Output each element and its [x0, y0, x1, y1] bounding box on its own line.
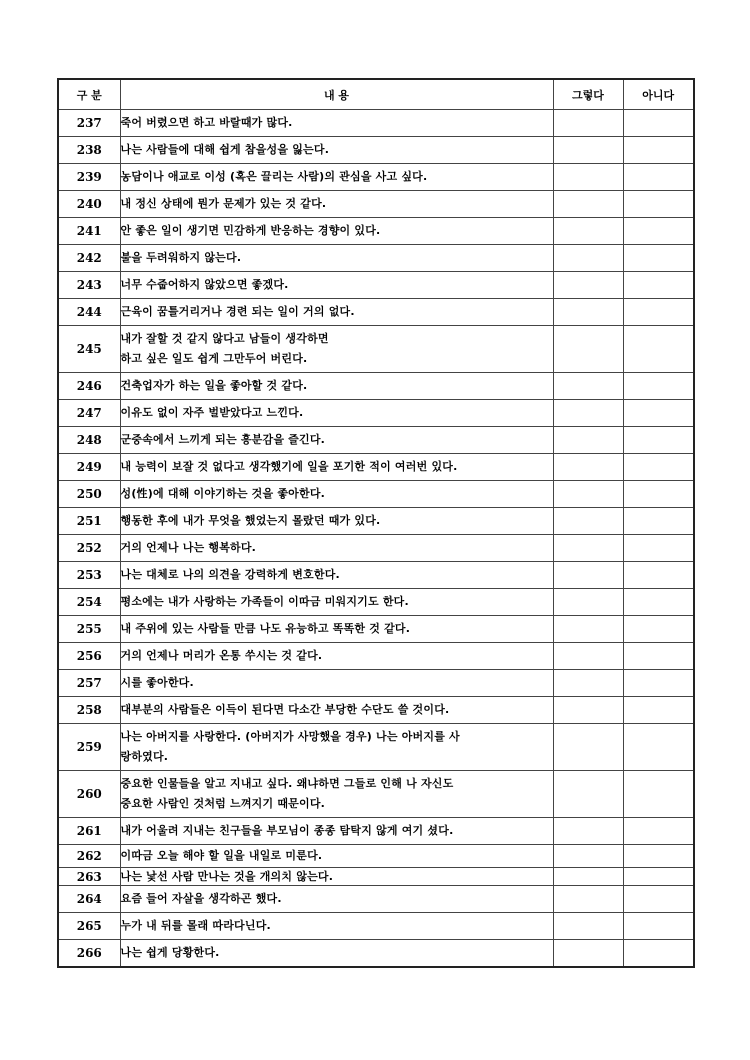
item-number: 253	[58, 562, 120, 589]
answer-yes-cell[interactable]	[553, 218, 623, 245]
item-text: 군중속에서 느끼게 되는 흥분감을 즐긴다.	[120, 427, 553, 454]
answer-yes-cell[interactable]	[553, 589, 623, 616]
item-text-line-2: 중요한 사람인 것처럼 느껴지기 때문이다.	[120, 797, 326, 810]
answer-yes-cell[interactable]	[553, 771, 623, 818]
answer-yes-cell[interactable]	[553, 868, 623, 886]
item-number: 266	[58, 940, 120, 967]
answer-yes-cell[interactable]	[553, 913, 623, 940]
answer-no-cell[interactable]	[623, 373, 694, 400]
answer-yes-cell[interactable]	[553, 481, 623, 508]
item-number: 250	[58, 481, 120, 508]
table-row	[58, 670, 694, 697]
item-text: 이따금 오늘 해야 할 일을 내일로 미룬다.	[120, 845, 553, 868]
item-number: 241	[58, 218, 120, 245]
answer-no-cell[interactable]	[623, 589, 694, 616]
item-number: 248	[58, 427, 120, 454]
table-row	[58, 868, 694, 886]
item-number: 238	[58, 137, 120, 164]
item-text	[120, 326, 553, 373]
answer-yes-cell[interactable]	[553, 427, 623, 454]
answer-no-cell[interactable]	[623, 245, 694, 272]
answer-yes-cell[interactable]	[553, 670, 623, 697]
answer-yes-cell[interactable]	[553, 326, 623, 373]
answer-no-cell[interactable]	[623, 940, 694, 967]
item-text: 대부분의 사람들은 이득이 된다면 다소간 부당한 수단도 쓸 것이다.	[120, 697, 553, 724]
table-row	[58, 940, 694, 967]
questionnaire-table	[57, 78, 695, 968]
table-row	[58, 886, 694, 913]
table-row	[58, 373, 694, 400]
answer-no-cell[interactable]	[623, 886, 694, 913]
item-number: 244	[58, 299, 120, 326]
table-header-row	[58, 79, 694, 110]
answer-yes-cell[interactable]	[553, 191, 623, 218]
item-text: 내 정신 상태에 뭔가 문제가 있는 것 같다.	[120, 191, 553, 218]
answer-no-cell[interactable]	[623, 218, 694, 245]
answer-no-cell[interactable]	[623, 643, 694, 670]
answer-no-cell[interactable]	[623, 508, 694, 535]
answer-yes-cell[interactable]	[553, 643, 623, 670]
answer-no-cell[interactable]	[623, 272, 694, 299]
header-yes: 그렇다	[553, 79, 623, 110]
answer-yes-cell[interactable]	[553, 508, 623, 535]
item-text-line-1: 내가 잘할 것 같지 않다고 남들이 생각하면	[120, 332, 329, 345]
table-row	[58, 771, 694, 818]
answer-yes-cell[interactable]	[553, 400, 623, 427]
item-text: 거의 언제나 나는 행복하다.	[120, 535, 553, 562]
item-text: 내 주위에 있는 사람들 만큼 나도 유능하고 똑똑한 것 같다.	[120, 616, 553, 643]
item-number: 264	[58, 886, 120, 913]
table-row	[58, 454, 694, 481]
answer-yes-cell[interactable]	[553, 299, 623, 326]
table-row	[58, 481, 694, 508]
item-number: 242	[58, 245, 120, 272]
answer-no-cell[interactable]	[623, 616, 694, 643]
table-row	[58, 427, 694, 454]
table-row	[58, 643, 694, 670]
item-number: 257	[58, 670, 120, 697]
item-number: 239	[58, 164, 120, 191]
answer-yes-cell[interactable]	[553, 724, 623, 771]
item-number: 249	[58, 454, 120, 481]
table-row	[58, 724, 694, 771]
item-number: 261	[58, 818, 120, 845]
table-row	[58, 400, 694, 427]
item-number: 259	[58, 724, 120, 771]
answer-yes-cell[interactable]	[553, 616, 623, 643]
answer-yes-cell[interactable]	[553, 110, 623, 137]
item-number: 243	[58, 272, 120, 299]
table-row	[58, 137, 694, 164]
table-row	[58, 272, 694, 299]
table-row	[58, 110, 694, 137]
questionnaire-page	[57, 78, 693, 968]
item-number: 263	[58, 868, 120, 886]
item-text: 내 능력이 보잘 것 없다고 생각했기에 일을 포기한 적이 여러번 있다.	[120, 454, 553, 481]
item-number: 246	[58, 373, 120, 400]
item-text: 너무 수줍어하지 않았으면 좋겠다.	[120, 272, 553, 299]
item-text: 농담이나 애교로 이성 (혹은 끌리는 사람)의 관심을 사고 싶다.	[120, 164, 553, 191]
table-row	[58, 616, 694, 643]
item-text: 안 좋은 일이 생기면 민감하게 반응하는 경향이 있다.	[120, 218, 553, 245]
answer-no-cell[interactable]	[623, 670, 694, 697]
item-number: 247	[58, 400, 120, 427]
answer-yes-cell[interactable]	[553, 886, 623, 913]
table-row	[58, 191, 694, 218]
item-number: 254	[58, 589, 120, 616]
item-number: 255	[58, 616, 120, 643]
table-row	[58, 326, 694, 373]
answer-yes-cell[interactable]	[553, 164, 623, 191]
answer-no-cell[interactable]	[623, 868, 694, 886]
answer-no-cell[interactable]	[623, 697, 694, 724]
answer-yes-cell[interactable]	[553, 373, 623, 400]
answer-yes-cell[interactable]	[553, 137, 623, 164]
answer-no-cell[interactable]	[623, 913, 694, 940]
answer-yes-cell[interactable]	[553, 818, 623, 845]
answer-no-cell[interactable]	[623, 771, 694, 818]
item-text: 내가 어울려 지내는 친구들을 부모님이 종종 탐탁지 않게 여기 셨다.	[120, 818, 553, 845]
answer-no-cell[interactable]	[623, 137, 694, 164]
item-number: 237	[58, 110, 120, 137]
answer-no-cell[interactable]	[623, 562, 694, 589]
answer-no-cell[interactable]	[623, 191, 694, 218]
answer-yes-cell[interactable]	[553, 697, 623, 724]
table-row	[58, 913, 694, 940]
answer-yes-cell[interactable]	[553, 245, 623, 272]
item-text-line-2: 랑하였다.	[120, 750, 169, 763]
item-text: 불을 두려워하지 않는다.	[120, 245, 553, 272]
item-text	[120, 771, 553, 818]
answer-no-cell[interactable]	[623, 400, 694, 427]
item-text: 나는 쉽게 당황한다.	[120, 940, 553, 967]
table-row	[58, 589, 694, 616]
item-text-line-2: 하고 싶은 일도 쉽게 그만두어 버린다.	[120, 352, 308, 365]
item-text-line-1: 중요한 인물들을 알고 지내고 싶다. 왜냐하면 그들로 인해 나 자신도	[120, 777, 454, 790]
table-row	[58, 562, 694, 589]
table-row	[58, 299, 694, 326]
header-no: 아니다	[623, 79, 694, 110]
answer-no-cell[interactable]	[623, 481, 694, 508]
item-text: 거의 언제나 머리가 온통 쑤시는 것 같다.	[120, 643, 553, 670]
item-number: 265	[58, 913, 120, 940]
item-number: 256	[58, 643, 120, 670]
answer-no-cell[interactable]	[623, 818, 694, 845]
item-number: 252	[58, 535, 120, 562]
item-text: 평소에는 내가 사랑하는 가족들이 이따금 미워지기도 한다.	[120, 589, 553, 616]
answer-yes-cell[interactable]	[553, 940, 623, 967]
item-text: 행동한 후에 내가 무엇을 했었는지 몰랐던 때가 있다.	[120, 508, 553, 535]
answer-yes-cell[interactable]	[553, 272, 623, 299]
answer-yes-cell[interactable]	[553, 454, 623, 481]
table-row	[58, 845, 694, 868]
header-content: 내 용	[120, 79, 553, 110]
answer-no-cell[interactable]	[623, 164, 694, 191]
answer-yes-cell[interactable]	[553, 562, 623, 589]
item-number: 245	[58, 326, 120, 373]
table-row	[58, 245, 694, 272]
item-text: 성(性)에 대해 이야기하는 것을 좋아한다.	[120, 481, 553, 508]
answer-no-cell[interactable]	[623, 454, 694, 481]
table-row	[58, 535, 694, 562]
item-text: 나는 낯선 사람 만나는 것을 개의치 않는다.	[120, 868, 553, 886]
answer-no-cell[interactable]	[623, 326, 694, 373]
item-text: 시를 좋아한다.	[120, 670, 553, 697]
answer-no-cell[interactable]	[623, 299, 694, 326]
item-text: 나는 대체로 나의 의견을 강력하게 변호한다.	[120, 562, 553, 589]
item-text: 건축업자가 하는 일을 좋아할 것 같다.	[120, 373, 553, 400]
item-number: 240	[58, 191, 120, 218]
item-text	[120, 724, 553, 771]
table-row	[58, 218, 694, 245]
table-row	[58, 818, 694, 845]
item-number: 262	[58, 845, 120, 868]
answer-no-cell[interactable]	[623, 845, 694, 868]
answer-yes-cell[interactable]	[553, 845, 623, 868]
item-text: 근육이 꿈틀거리거나 경련 되는 일이 거의 없다.	[120, 299, 553, 326]
answer-no-cell[interactable]	[623, 535, 694, 562]
answer-no-cell[interactable]	[623, 427, 694, 454]
item-text: 이유도 없이 자주 벌받았다고 느낀다.	[120, 400, 553, 427]
item-number: 260	[58, 771, 120, 818]
item-number: 251	[58, 508, 120, 535]
answer-no-cell[interactable]	[623, 724, 694, 771]
item-text: 요즘 들어 자살을 생각하곤 했다.	[120, 886, 553, 913]
answer-no-cell[interactable]	[623, 110, 694, 137]
item-text-line-1: 나는 아버지를 사랑한다. (아버지가 사망했을 경우) 나는 아버지를 사	[120, 730, 460, 743]
table-row	[58, 697, 694, 724]
item-text: 죽어 버렸으면 하고 바랄때가 많다.	[120, 110, 553, 137]
answer-yes-cell[interactable]	[553, 535, 623, 562]
item-number: 258	[58, 697, 120, 724]
table-row	[58, 164, 694, 191]
item-text: 나는 사람들에 대해 쉽게 참을성을 잃는다.	[120, 137, 553, 164]
header-number: 구 분	[58, 79, 120, 110]
item-text: 누가 내 뒤를 몰래 따라다닌다.	[120, 913, 553, 940]
table-row	[58, 508, 694, 535]
